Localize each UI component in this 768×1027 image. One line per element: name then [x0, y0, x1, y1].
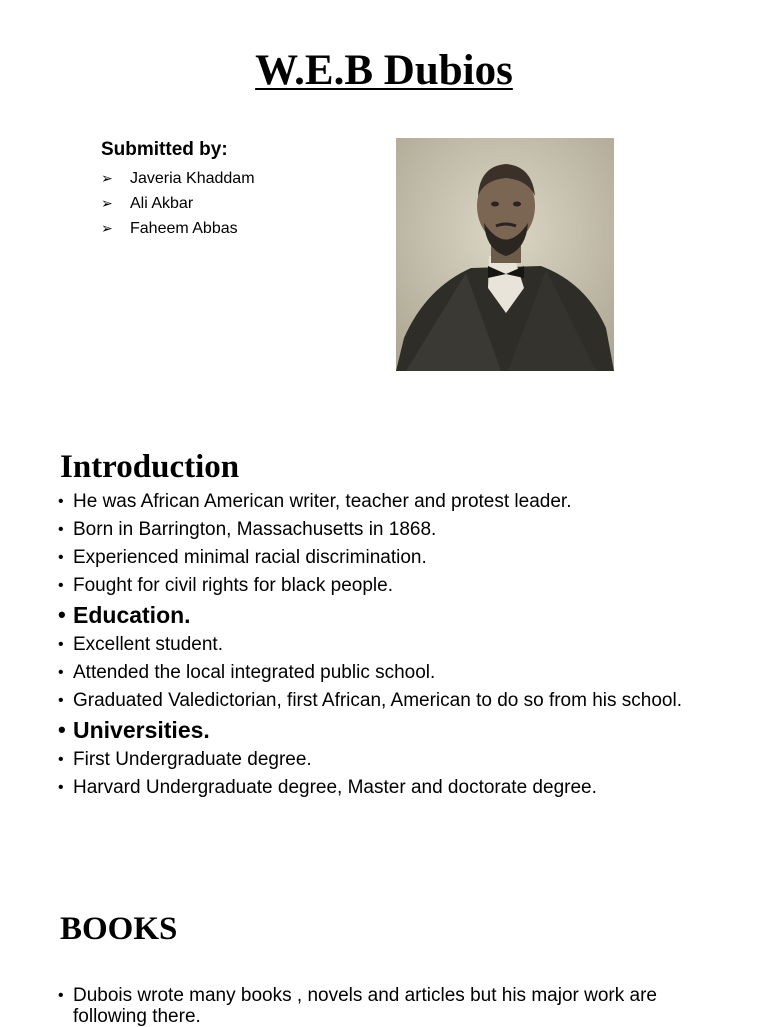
universities-heading: • Universities.	[58, 716, 718, 744]
member-item	[101, 216, 255, 241]
member-item	[101, 191, 255, 216]
page-title: W.E.B Dubios	[255, 47, 513, 94]
list-item: • Harvard Undergraduate degree, Master and doctorate degree.	[58, 777, 718, 798]
member-list	[101, 166, 255, 241]
member-name: Javeria Khaddam	[130, 169, 255, 187]
education-heading: • Education.	[58, 601, 718, 629]
arrow-bullet-icon: ➢	[101, 220, 113, 236]
list-item: • Excellent student.	[58, 634, 718, 655]
list-item: • First Undergraduate degree.	[58, 749, 718, 770]
list-item: • Fought for civil rights for black people.	[58, 575, 718, 596]
member-name: Faheem Abbas	[130, 219, 238, 237]
arrow-bullet-icon: ➢	[101, 170, 113, 186]
list-item: • Graduated Valedictorian, first African, American to do so from his school.	[58, 690, 718, 711]
arrow-bullet-icon: ➢	[101, 195, 113, 211]
list-item: • Experienced minimal racial discrimination.	[58, 547, 718, 568]
list-item: • Dubois wrote many books , novels and articles but his major work are following there.	[58, 985, 718, 1027]
portrait-illustration	[396, 138, 614, 371]
books-heading: BOOKS	[60, 911, 178, 947]
list-item: • Born in Barrington, Massachusetts in 1868.	[58, 519, 718, 540]
list-item: • Attended the local integrated public school.	[58, 662, 718, 683]
list-item: • He was African American writer, teacher and protest leader.	[58, 491, 718, 512]
introduction-heading: Introduction	[60, 449, 240, 485]
submitted-by-label: Submitted by:	[101, 139, 228, 160]
member-name: Ali Akbar	[130, 194, 194, 212]
books-points	[58, 985, 718, 1027]
member-item	[101, 166, 255, 191]
portrait-photo	[396, 138, 614, 371]
introduction-points	[58, 491, 718, 805]
